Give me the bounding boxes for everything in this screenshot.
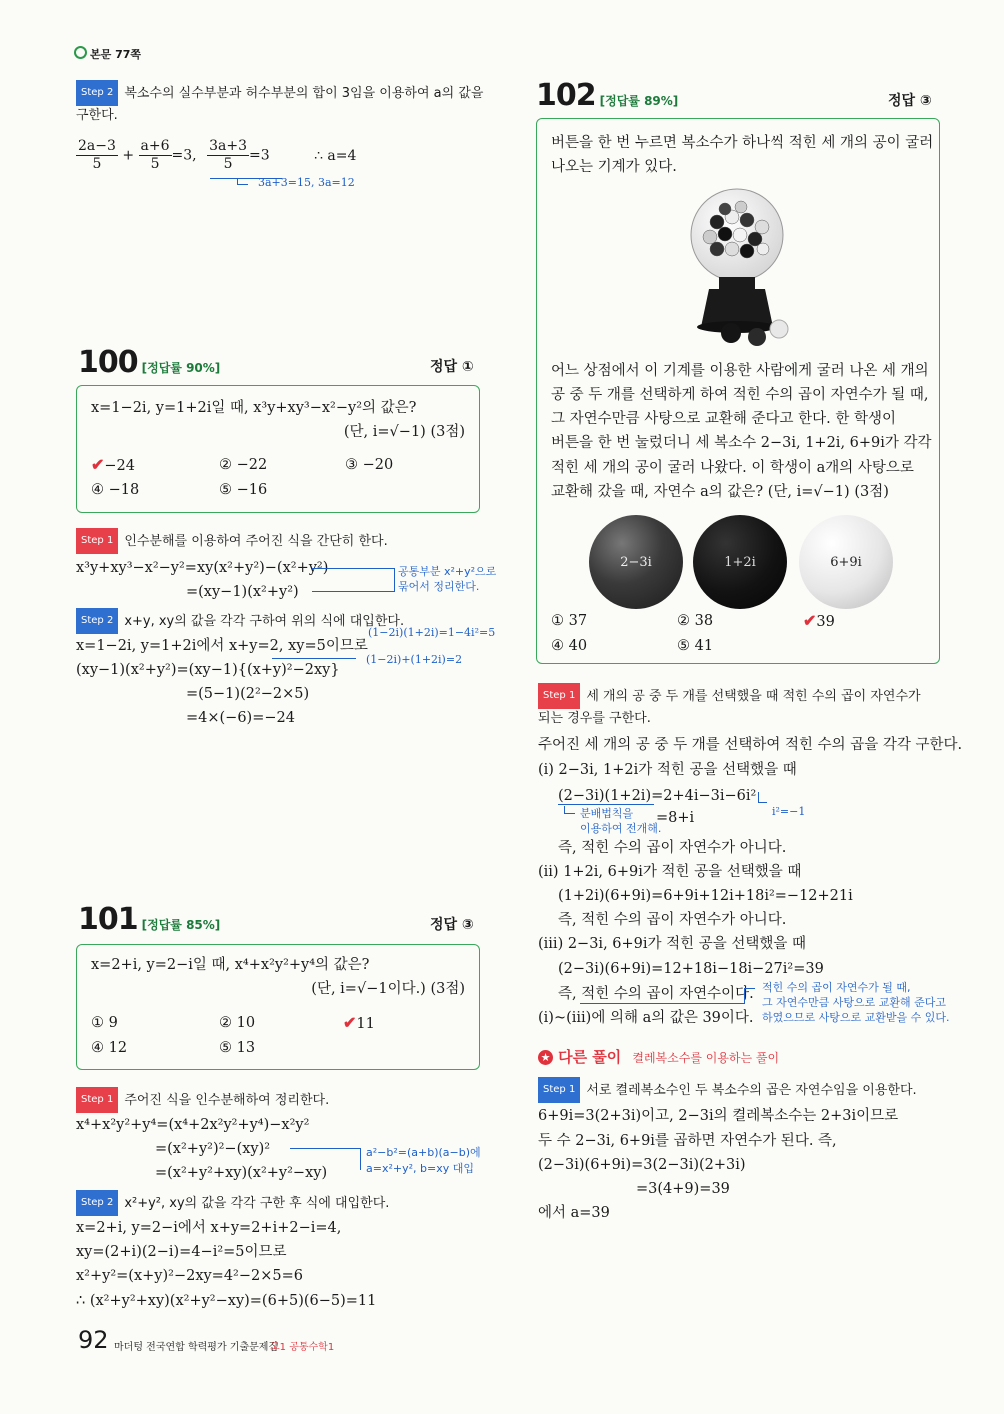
- q102-rate: [정답률 89%]: [599, 94, 679, 108]
- q100-s2-l2: (xy−1)(x²+y²)=(xy−1){(x+y)²−2xy}: [76, 662, 340, 678]
- q102-intro1: 버튼을 한 번 누르면 복소수가 하나씩 적힌 세 개의 공이 굴러: [551, 135, 934, 151]
- alt-solution-header: ★ 다른 풀이 켤레복소수를 이용하는 풀이: [538, 1046, 779, 1067]
- circle-bullet-icon: [74, 46, 87, 59]
- q100-rate: [정답률 90%]: [141, 361, 221, 375]
- q100-s1-l2: =(xy−1)(x²+y²): [186, 584, 299, 600]
- q102-c3-underline: [580, 1003, 744, 1004]
- q102-c3-note3: 하였으므로 사탕으로 교환받을 수 있다.: [762, 1011, 950, 1024]
- q100-number: 100: [78, 345, 138, 380]
- alt-l5: 에서 a=39: [538, 1205, 610, 1221]
- q100-s1-note1: 공통부분 x²+y²으로: [398, 565, 497, 578]
- q101-condition: (단, i=√−1이다.) (3점): [311, 981, 465, 997]
- q100-answer: 정답 ①: [430, 359, 474, 375]
- q100-s2-note2: (1−2i)+(1+2i)=2: [366, 653, 463, 666]
- q102-choice-3: ✔39: [803, 611, 835, 630]
- q102-c1-arrow2: [758, 792, 767, 803]
- q101-step1: Step 1 주어진 식을 인수분해하여 정리한다.: [76, 1087, 329, 1113]
- q101-s1-l2: =(x²+y²)²−(xy)²: [155, 1141, 271, 1157]
- q101-choice-5: ⑤ 13: [219, 1040, 256, 1056]
- q102-intro2: 나오는 기계가 있다.: [551, 159, 677, 175]
- step-badge: Step 2: [76, 80, 118, 106]
- q102-step1-cont: 되는 경우를 구한다.: [538, 711, 651, 726]
- q102-choice-4: ④ 40: [551, 638, 588, 654]
- q102-body-1: 어느 상점에서 이 기계를 이용한 사람에게 굴러 나온 세 개의: [551, 363, 929, 379]
- q100-choice-3: ③ −20: [345, 457, 394, 473]
- q101-choice-1: ① 9: [91, 1015, 118, 1031]
- q101-s1-note1: a²−b²=(a+b)(a−b)에: [366, 1146, 481, 1159]
- q101-step2: Step 2 x²+y², xy의 값을 각각 구한 후 식에 대입한다.: [76, 1190, 389, 1216]
- check-mark-icon: ✔: [803, 611, 817, 630]
- q102-box: [536, 118, 940, 664]
- q102-body-3: 그 자연수만큼 사탕으로 교환해 준다고 한다. 한 학생이: [551, 411, 897, 427]
- q102-choice-1: ① 37: [551, 613, 588, 629]
- p99-step2-cont: 구한다.: [76, 108, 118, 123]
- q102-c1-underline: [558, 804, 654, 805]
- q102-choice-2: ② 38: [677, 613, 714, 629]
- q101-s2-l2: xy=(2+i)(2−i)=4−i²=5이므로: [76, 1244, 287, 1260]
- ball-3: 6+9i: [799, 515, 893, 609]
- q100-bracket: [312, 568, 395, 592]
- q100-s2-l4: =4×(−6)=−24: [186, 710, 295, 726]
- alt-l4: =3(4+9)=39: [636, 1181, 730, 1197]
- q101-header: [78, 902, 220, 937]
- q101-question: x=2+i, y=2−i일 때, x⁴+x²y²+y⁴의 값은?: [91, 957, 370, 973]
- q102-c1-note-b: i²=−1: [772, 805, 806, 818]
- q100-step1: Step 1 인수분해를 이용하여 주어진 식을 간단히 한다.: [76, 528, 388, 554]
- q101-choice-2: ② 10: [219, 1015, 256, 1031]
- q102-body-5: 적힌 세 개의 공이 굴러 나왔다. 이 학생이 a개의 사탕으로: [551, 460, 914, 476]
- q100-box: [76, 385, 480, 513]
- q102-c1-title: (i) 2−3i, 1+2i가 적힌 공을 선택했을 때: [538, 762, 797, 778]
- book-subject: 고1 공통수학1: [270, 1342, 335, 1353]
- check-mark-icon: ✔: [91, 455, 105, 474]
- q102-number: 102: [536, 78, 596, 113]
- page-number: 92: [78, 1326, 109, 1354]
- q102-body-6: 교환해 갔을 때, 자연수 a의 값은? (단, i=√−1) (3점): [551, 484, 889, 500]
- q101-s1-note2: a=x²+y², b=xy 대입: [366, 1162, 474, 1175]
- ball-1: 2−3i: [589, 515, 683, 609]
- alt-l3: (2−3i)(6+9i)=3(2−3i)(2+3i): [538, 1157, 746, 1173]
- q102-c1-l2: =8+i: [656, 810, 695, 826]
- q100-header: [78, 345, 220, 380]
- p99-note: 3a+3=15, 3a=12: [258, 176, 355, 189]
- ball-2: 1+2i: [693, 515, 787, 609]
- q100-condition: (단, i=√−1) (3점): [343, 424, 465, 440]
- q100-s1-l1: x³y+xy³−x²−y²=xy(x²+y²)−(x²+y²): [76, 560, 329, 576]
- q102-s-intro: 주어진 세 개의 공 중 두 개를 선택하여 적힌 수의 곱을 각각 구한다.: [538, 737, 963, 753]
- q101-bracket-top: [290, 1148, 360, 1149]
- q101-s1-l1: x⁴+x²y²+y⁴=(x⁴+2x²y²+y⁴)−x²y²: [76, 1117, 310, 1133]
- alt-l1: 6+9i=3(2+3i)이고, 2−3i의 켤레복소수는 2+3i이므로: [538, 1108, 899, 1124]
- q102-c3-conc: 즉, 적힌 수의 곱이 자연수이다.: [558, 986, 754, 1002]
- q100-s1-note2: 묶어서 정리한다.: [398, 580, 480, 593]
- q102-c2-title: (ii) 1+2i, 6+9i가 적힌 공을 선택했을 때: [538, 864, 802, 880]
- q100-s2-note1: (1−2i)(1+2i)=1−4i²=5: [368, 626, 496, 639]
- q102-final: (i)~(iii)에 의해 a의 값은 39이다.: [538, 1010, 754, 1026]
- q100-choice-4: ④ −18: [91, 482, 140, 498]
- q100-choice-5: ⑤ −16: [219, 482, 268, 498]
- page-ref: 본문 77쪽: [74, 46, 141, 62]
- q102-body-2: 공 중 두 개를 선택하게 하여 적힌 수의 곱이 자연수가 될 때,: [551, 387, 929, 403]
- q101-s2-l4: ∴ (x²+y²+xy)(x²+y²−xy)=(6+5)(6−5)=11: [76, 1293, 377, 1309]
- q102-c1-note-a2: 이용하여 전개해.: [580, 822, 662, 835]
- q102-c3-l1: (2−3i)(6+9i)=12+18i−18i−27i²=39: [558, 961, 824, 977]
- q100-question: x=1−2i, y=1+2i일 때, x³y+xy³−x²−y²의 값은?: [91, 400, 417, 416]
- q101-bracket-side: [360, 1148, 361, 1170]
- q101-choice-4: ④ 12: [91, 1040, 128, 1056]
- q101-s2-l1: x=2+i, y=2−i에서 x+y=2+i+2−i=4,: [76, 1220, 342, 1236]
- q102-body-4: 버튼을 한 번 눌렀더니 세 복소수 2−3i, 1+2i, 6+9i가 각각: [551, 435, 932, 451]
- q102-choice-5: ⑤ 41: [677, 638, 714, 654]
- p99-arrow: [237, 178, 248, 185]
- q102-header: [536, 78, 678, 113]
- q102-c3-arrow: [744, 988, 755, 1004]
- book-title: 마더텅 전국연합 학력평가 기출문제집: [114, 1342, 279, 1353]
- q100-step2: Step 2 x+y, xy의 값을 각각 구하여 위의 식에 대입한다.: [76, 608, 404, 634]
- q101-s2-l3: x²+y²=(x+y)²−2xy=4²−2×5=6: [76, 1268, 303, 1284]
- q101-answer: 정답 ③: [430, 917, 474, 933]
- q100-choice-1: ✔−24: [91, 455, 136, 474]
- alt-step1: Step 1 서로 켤레복소수인 두 복소수의 곱은 자연수임을 이용한다.: [538, 1077, 917, 1103]
- q100-choice-2: ② −22: [219, 457, 268, 473]
- q102-c2-l1: (1+2i)(6+9i)=6+9i+12i+18i²=−12+21i: [558, 888, 853, 904]
- q100-s2-l1: x=1−2i, y=1+2i에서 x+y=2, xy=5이므로: [76, 638, 368, 654]
- q102-c2-conc: 즉, 적힌 수의 곱이 자연수가 아니다.: [558, 912, 787, 928]
- q102-c3-note2: 그 자연수만큼 사탕으로 교환해 준다고: [762, 996, 947, 1009]
- q102-c3-title: (iii) 2−3i, 6+9i가 적힌 공을 선택했을 때: [538, 936, 807, 952]
- q101-s1-l3: =(x²+y²+xy)(x²+y²−xy): [155, 1165, 328, 1181]
- q100-s2-l3: =(5−1)(2²−2×5): [186, 686, 310, 702]
- q101-rate: [정답률 85%]: [141, 918, 221, 932]
- star-badge-icon: ★: [538, 1050, 553, 1065]
- q102-step1: Step 1 세 개의 공 중 두 개를 선택했을 때 적힌 수의 곱이 자연수가: [538, 683, 921, 709]
- p99-equation: $\frac{2a-3}{5}$ + $\frac{a+6}{5}$ =3, $\frac{3a+3}{5}$ =3 ∴ a=4: [78, 138, 357, 172]
- p99-step2: Step 2 복소수의 실수부분과 허수부분의 합이 3임을 이용하여 a의 값을: [76, 80, 483, 106]
- q101-number: 101: [78, 902, 138, 937]
- q102-c1-conc: 즉, 적힌 수의 곱이 자연수가 아니다.: [558, 840, 787, 856]
- q102-answer: 정답 ③: [888, 93, 932, 109]
- q101-choice-3: ✔11: [343, 1013, 375, 1032]
- q101-box: [76, 944, 480, 1070]
- q102-c1-note-a1: 분배법칙을: [580, 807, 634, 820]
- q102-c1-l1: (2−3i)(1+2i)=2+4i−3i−6i²: [558, 788, 757, 804]
- rolled-balls-icon: [717, 317, 797, 347]
- alt-l2: 두 수 2−3i, 6+9i를 곱하면 자연수가 된다. 즉,: [538, 1133, 837, 1149]
- q102-c1-arrow: [564, 806, 575, 814]
- q102-c3-note1: 적힌 수의 곱이 자연수가 될 때,: [762, 981, 911, 994]
- check-mark-icon: ✔: [343, 1013, 357, 1032]
